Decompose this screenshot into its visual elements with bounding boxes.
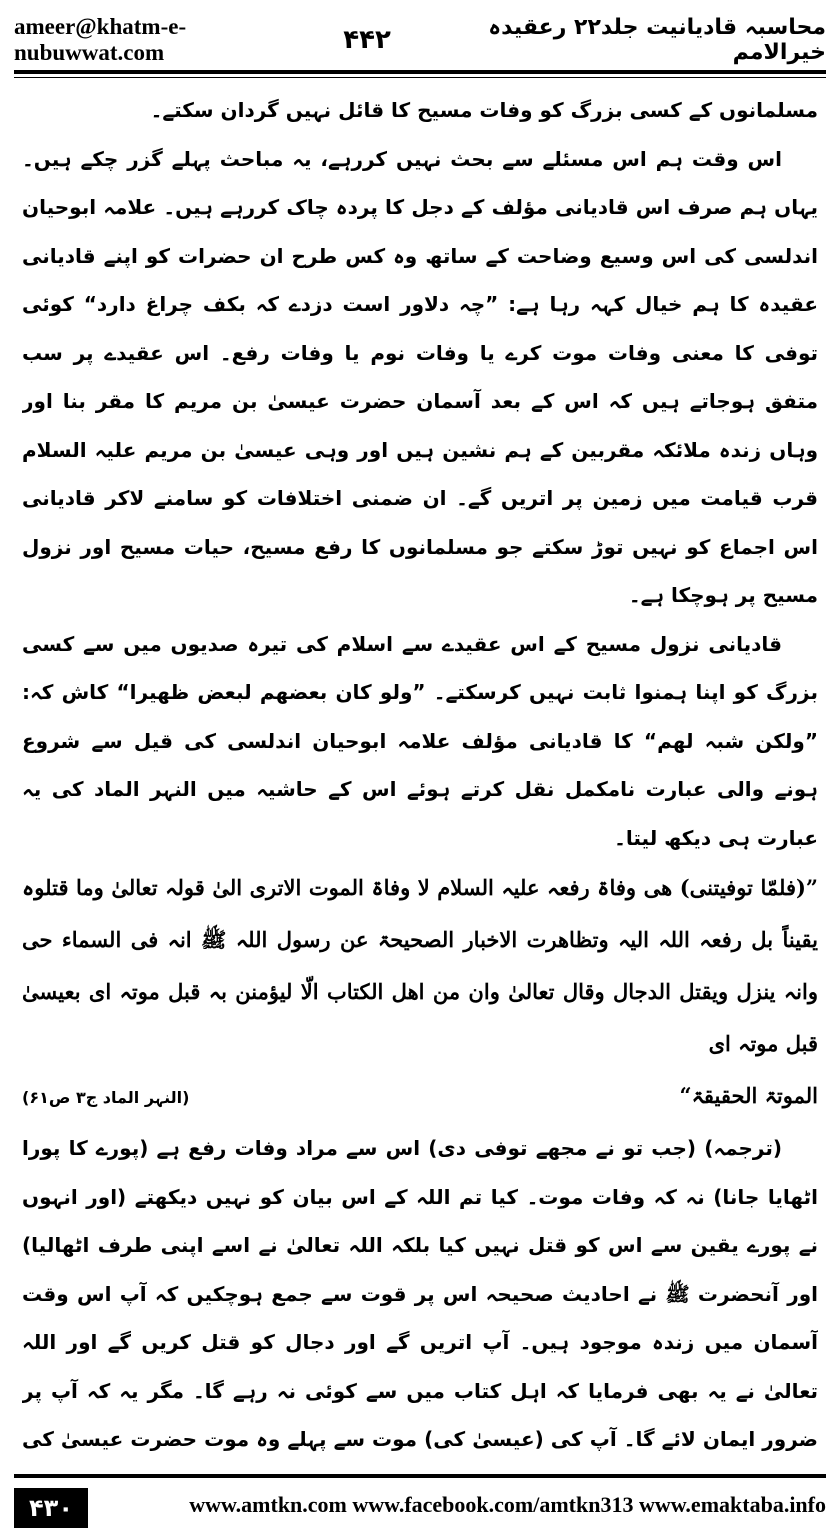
quote-reference: (النہر الماد ج۳ ص۶۱): [22, 1088, 190, 1107]
arabic-quote: ”(فلمّا توفیتنی) ھی وفاۃ رفعہ علیہ السلام لا وفاۃ الموت الاتری الیٰ قولہ تعالیٰ وما قتلوہ یقیناً بل رفعہ اللہ الیہ وتظاھرت الاخبار الصحیحۃ عن رسول اللہ ﷺ انہ فی السماء حی وانہ ینزل ویقتل الدجال وقال تعالیٰ وان من اھل الکتاب الّا لیؤمنن بہ قبل موتہ ای بعیسیٰ قبل موتہ ای: [22, 875, 818, 1056]
header-left: [14, 14, 391, 66]
header-title: محاسبہ قادیانیت جلد۲۲ رعقیدہ خیرالامم: [488, 15, 826, 65]
footer-rule: [14, 1474, 826, 1478]
header-rule: [14, 70, 826, 74]
header-email: ameer@khatm-e-nubuwwat.com: [14, 14, 187, 65]
paragraph-2: اس وقت ہم اس مسئلے سے بحث نہیں کررہے، یہ مباحث پہلے گزر چکے ہیں۔ یہاں ہم صرف اس قادیانی مؤلف کے دجل کا پردہ چاک کررہے ہیں۔ علامہ ابوحیان اندلسی کی اس وسیع وضاحت کے ساتھ وہ کس طرح ان حضرات کو اپنے قادیانی عقیدہ کا ہم خیال کہہ رہا ہے: ”چہ دلاور است دزدے کہ بکف چراغ دارد“ کوئی توفی کا معنی وفات موت کرے یا وفات نوم یا وفات رفع۔ اس عقیدے پر سب متفق ہوجاتے ہیں کہ اس کے بعد آسمان حضرت عیسیٰ بن مریم کا مقر بنا اور وہاں زندہ ملائکہ مقربین کے ہم نشین ہیں اور وہی عیسیٰ بن مریم علیہ السلام قرب قیامت میں زمین پر اتریں گے۔ ان ضمنی اختلافات کو سامنے لاکر قادیانی اس اجماع کو نہیں توڑ سکتے جو مسلمانوں کا رفع مسیح، حیات مسیح اور نزول مسیح پر ہوچکا ہے۔: [22, 146, 818, 607]
footer-page-number: ۴۳۰: [14, 1488, 88, 1528]
paragraph-1: مسلمانوں کے کسی بزرگ کو وفات مسیح کا قائل نہیں گردان سکتے۔: [150, 98, 818, 122]
page-body: [22, 86, 818, 1456]
header-rule-thin: [14, 77, 826, 78]
footer-links: www.amtkn.com www.facebook.com/amtkn313 www.emaktaba.info: [189, 1492, 826, 1517]
arabic-quote-end: [22, 1070, 818, 1124]
paragraph-3: قادیانی نزول مسیح کے اس عقیدے سے اسلام کی تیرہ صدیوں میں سے کسی بزرگ کو اپنا ہمنوا ثابت نہیں کرسکتے۔ ”ولو کان بعضھم لبعض ظھیرا“ کاش کہ: ”ولکن شبہ لھم“ کا قادیانی مؤلف علامہ ابوحیان اندلسی کی قیل سے شروع ہونے والی عبارت نامکمل نقل کرتے ہوئے اس کے حاشیہ میں النہر الماد کی یہ عبارت ہی دیکھ لیتا۔: [22, 631, 818, 850]
arabic-quote-last-line: الموتۃ الحقیقۃ“: [679, 1083, 818, 1108]
page-footer: [14, 1474, 826, 1536]
translation-paragraph: (ترجمہ) (جب تو نے مجھے توفی دی) اس سے مراد وفات رفع ہے (پورے کا پورا اٹھایا جانا) نہ کہ وفات موت۔ کیا تم اللہ کے اس بیان کو نہیں دیکھتے (اور انہوں نے پورے یقین سے اس کو قتل نہیں کیا بلکہ اللہ تعالیٰ نے اسے اپنی طرف اٹھالیا) اور آنحضرت ﷺ نے احادیث صحیحہ اس پر قوت سے جمع ہوچکیں کہ آپ اس وقت آسمان میں زندہ موجود ہیں۔ آپ اتریں گے اور دجال کو قتل کریں گے اور اللہ تعالیٰ نے یہ بھی فرمایا کہ اہل کتاب میں سے کوئی نہ رہے گا۔ مگر یہ کہ آپ پر ضرور ایمان لائے گا۔ آپ کی (عیسیٰ کی) موت سے پہلے وہ موت حضرت عیسیٰ کی: [22, 1136, 818, 1451]
page-header: [14, 14, 826, 66]
header-book-page-number: ۴۴۲: [343, 25, 391, 55]
